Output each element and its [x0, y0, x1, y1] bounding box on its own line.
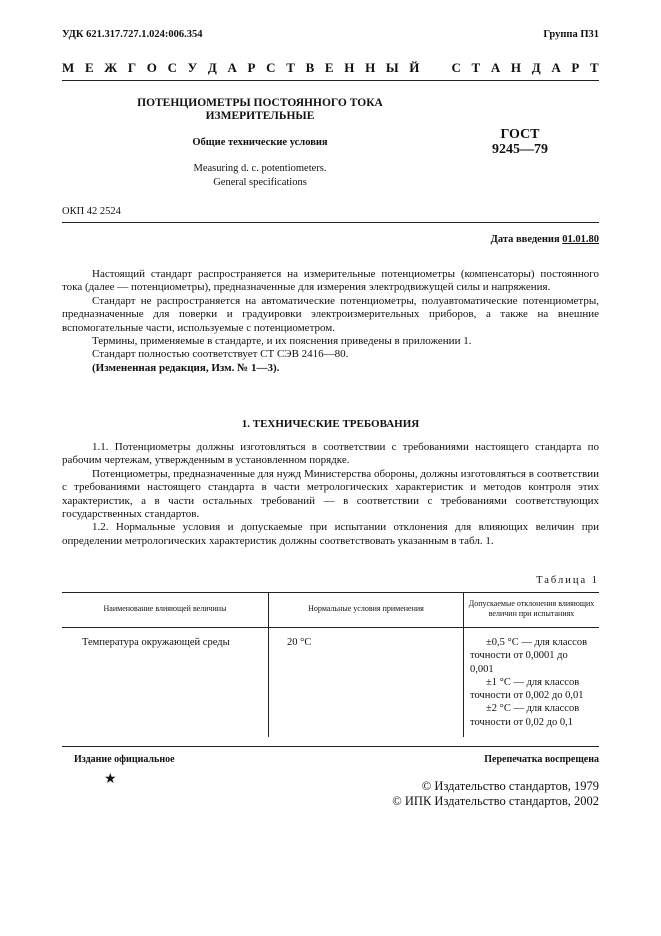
header-rule — [62, 80, 599, 81]
gost-label: ГОСТ — [500, 127, 540, 142]
banner-letter: Н — [344, 60, 355, 75]
paragraph: Стандарт полностью соответствует СТ СЭВ 2416—80. — [92, 348, 349, 361]
copyright-line: © ИПК Издательство стандартов, 2002 — [392, 794, 599, 808]
paragraph: Стандарт не распространяется на автоматические потенциометры, полуавтоматические потенциометры, предназначенные для поверки и градуировки электроизмерительных приборов, а также на внешние вспомогательные части, используемые с потенциометром. — [62, 294, 599, 334]
table-header-cell: Наименование влияющей величины — [62, 593, 269, 628]
banner-letter: Ж — [104, 60, 118, 75]
banner-letter: Т — [471, 60, 481, 75]
banner-letter: В — [305, 60, 315, 75]
banner-letter: Е — [324, 60, 334, 75]
table-cell — [464, 628, 600, 738]
effective-date — [491, 234, 599, 245]
standard-banner — [62, 60, 599, 76]
okp-code: ОКП 42 2524 — [62, 206, 121, 217]
english-title — [100, 162, 420, 190]
date-label: Дата введения — [490, 234, 563, 245]
paragraph: Термины, применяемые в стандарте, и их пояснения приведены в приложении 1. — [92, 335, 472, 348]
banner-letter: Д — [531, 60, 541, 75]
paragraph: Потенциометры, предназначенные для нужд Министерства обороны, должны изготовляться в соответствии с требованиями настоящего стандарта в части метрологических характеристик и методов контроля этих характеристик, а в части остальных требований — в соответствии с требованиями соответствующих государственных стандартов. — [62, 467, 599, 521]
table-header-cell: Нормальные условия применения — [269, 593, 464, 628]
official-edition: Издание официальное — [74, 754, 175, 765]
intro-text — [62, 268, 599, 375]
gost-number — [470, 127, 570, 157]
paragraph: 1.2. Нормальные условия и допускаемые при испытании отклонения для влияющих величин при определении метрологических характеристик должны соответствовать указанным в табл. 1. — [62, 521, 599, 547]
banner-letter: У — [187, 60, 198, 75]
banner-letter: Г — [127, 60, 137, 75]
banner-letter: Й — [409, 60, 420, 75]
banner-letter: А — [551, 60, 561, 75]
title-line: ИЗМЕРИТЕЛЬНЫЕ — [205, 110, 315, 122]
banner-letter: Т — [590, 60, 599, 75]
star-icon: ★ — [104, 772, 117, 787]
deviation-line: ±1 °С — для классов точности от 0,002 до 0,01 — [470, 676, 584, 702]
banner-letter: Е — [84, 60, 94, 75]
table-header-cell: Допускаемые отклонения влияющих величин при испытаниях — [464, 593, 600, 628]
banner-letter: А — [490, 60, 501, 75]
table-header-row — [62, 593, 599, 628]
banner-letter: Н — [510, 60, 522, 75]
doc-subtitle: Общие технические условия — [192, 137, 328, 148]
banner-letter: Д — [207, 60, 217, 75]
banner-letter: С — [266, 60, 276, 75]
table-1 — [62, 592, 599, 737]
table-caption: Таблица 1 — [536, 575, 599, 586]
amendment-note: (Измененная редакция, Изм. № 1—3). — [92, 361, 280, 374]
date-value: 01.01.80 — [562, 234, 599, 245]
table-row — [62, 628, 599, 738]
deviation-line: ±2 °С — для классов точности от 0,02 до 0,1 — [470, 703, 580, 728]
banner-letter: Т — [286, 60, 295, 75]
banner-letter: Р — [571, 60, 580, 75]
reprint-prohibited: Перепечатка воспрещена — [484, 754, 599, 765]
copyright-line: © Издательство стандартов, 1979 — [421, 779, 599, 793]
banner-letter: С — [167, 60, 177, 75]
banner-letter: Ы — [385, 60, 399, 75]
table-cell: 20 °С — [269, 628, 464, 738]
okp-rule — [62, 222, 599, 223]
section-title: 1. ТЕХНИЧЕСКИЕ ТРЕБОВАНИЯ — [241, 418, 420, 430]
deviation-line: ±0,5 °С — для классов точности от 0,0001 до 0,001 — [470, 637, 588, 675]
udk-code: УДК 621.317.727.1.024:006.354 — [62, 29, 203, 40]
banner-letter: С — [451, 60, 461, 75]
english-title-line: General specifications — [213, 177, 307, 188]
english-title-line: Measuring d. c. potentiometers. — [193, 163, 327, 174]
doc-title — [100, 97, 420, 123]
table-cell: Температура окружающей среды — [82, 637, 230, 648]
banner-letter: М — [62, 60, 75, 75]
group-code: Группа П31 — [543, 29, 599, 40]
paragraph: 1.1. Потенциометры должны изготовляться в соответствии с требованиями настоящего стандарта по рабочим чертежам, утвержденным в установленном порядке. — [62, 441, 599, 467]
banner-letter: Р — [247, 60, 256, 75]
footer-rule — [62, 746, 599, 747]
paragraph: Настоящий стандарт распространяется на измерительные потенциометры (компенсаторы) постоянного тока (далее — потенциометры), предназначенные для измерения электродвижущей силы и напряжения. — [62, 268, 599, 294]
banner-letter: А — [227, 60, 237, 75]
section-text — [62, 441, 599, 548]
banner-letter: Н — [365, 60, 376, 75]
gost-code: 9245—79 — [492, 142, 548, 157]
title-line: ПОТЕНЦИОМЕТРЫ ПОСТОЯННОГО ТОКА — [137, 97, 383, 109]
banner-letter: О — [146, 60, 157, 75]
copyright — [392, 779, 599, 809]
